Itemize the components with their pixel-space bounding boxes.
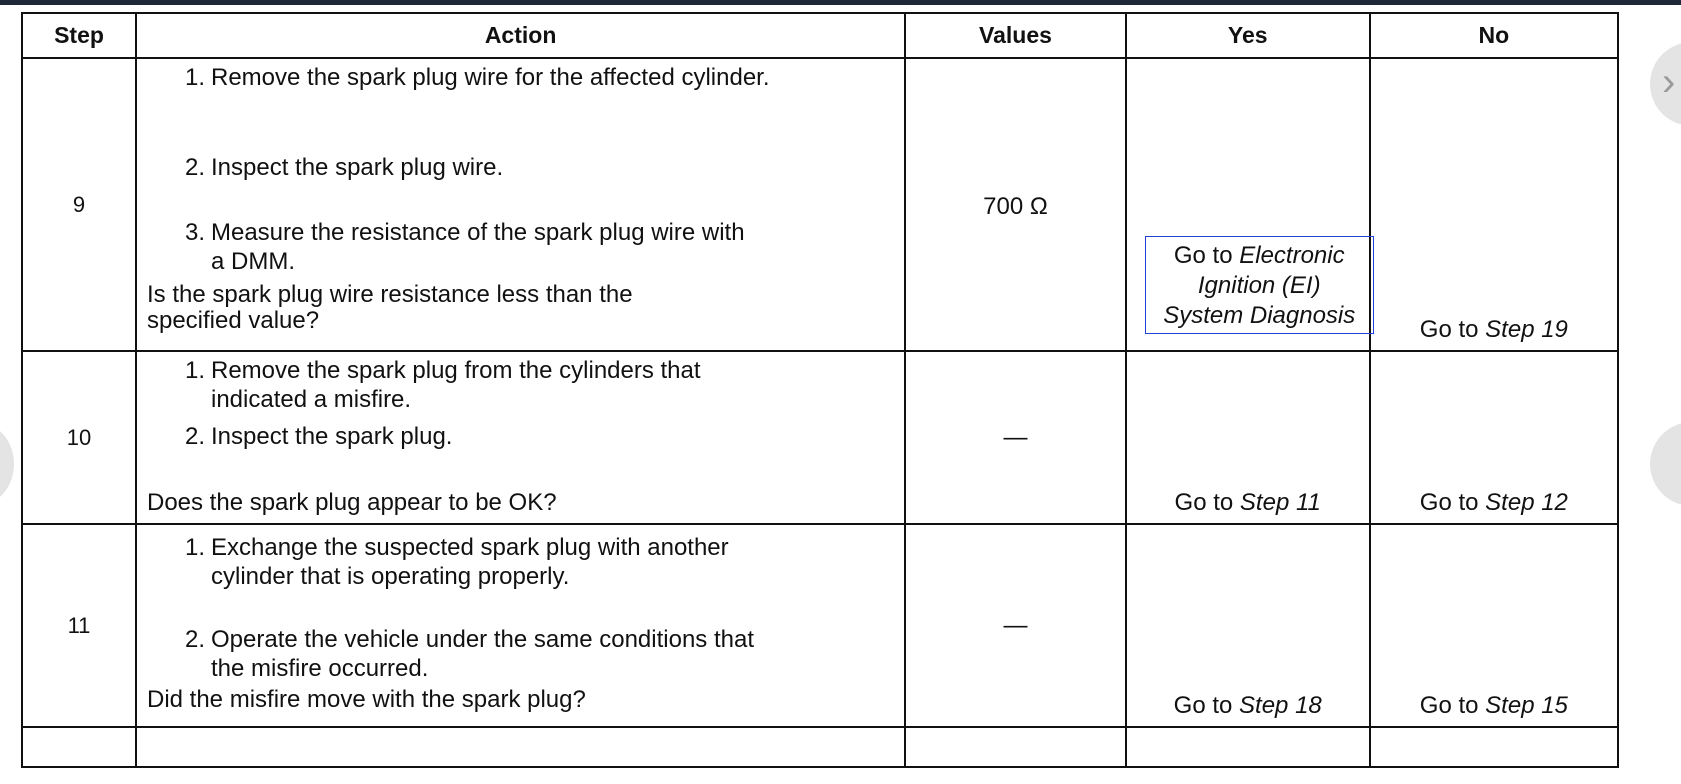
yes-goto[interactable] (1127, 489, 1369, 523)
yes-cell (1126, 351, 1370, 524)
no-cell (1370, 524, 1618, 727)
side-nav-circle-right[interactable] (1650, 422, 1681, 506)
goto-prefix: Go to (1419, 489, 1479, 516)
action-cell (136, 727, 905, 767)
yes-cell (1126, 58, 1370, 351)
step-number: 10 (22, 351, 136, 524)
next-page-button[interactable] (1650, 42, 1681, 126)
action-text: the misfire occurred. (210, 655, 429, 682)
action-cell (136, 58, 905, 351)
action-text: Operate the vehicle under the same conditions that (210, 626, 754, 653)
action-list (137, 533, 904, 683)
action-list (137, 63, 904, 276)
goto-target: Step 11 (1239, 489, 1321, 516)
diagnostic-table-container (21, 12, 1619, 784)
goto-target: Step 15 (1485, 692, 1568, 719)
action-item (137, 625, 904, 683)
yes-cell (1126, 524, 1370, 727)
question-line: Is the spark plug wire resistance less than the (146, 281, 633, 308)
yes-target: System Diagnosis (1163, 302, 1356, 329)
action-cell (136, 351, 905, 524)
action-item (137, 356, 904, 414)
top-strip (0, 0, 1681, 5)
action-number: 1. (184, 357, 205, 384)
goto-target: Step 12 (1485, 489, 1568, 516)
value-cell: — (905, 524, 1126, 727)
value-cell: — (905, 351, 1126, 524)
question-text (137, 687, 904, 713)
goto-target: Step 18 (1239, 692, 1322, 719)
action-number: 2. (184, 423, 205, 450)
action-text: Measure the resistance of the spark plug wire with (210, 219, 745, 246)
goto-target: Step 19 (1485, 316, 1568, 343)
no-goto[interactable] (1371, 692, 1617, 726)
diagnostic-table (21, 12, 1619, 768)
yes-target: Ignition (EI) (1197, 272, 1321, 299)
action-text: a DMM. (210, 248, 295, 275)
action-text: Inspect the spark plug. (210, 423, 453, 450)
question-line: specified value? (146, 307, 320, 334)
action-text: Remove the spark plug from the cylinders that (210, 357, 701, 384)
side-nav-circle-left[interactable] (0, 422, 14, 506)
header-yes: Yes (1126, 13, 1370, 58)
goto-prefix: Go to (1419, 316, 1479, 343)
table-row-partial (22, 727, 1618, 767)
action-text: Exchange the suspected spark plug with another (210, 534, 729, 561)
action-number: 2. (184, 626, 205, 653)
action-number: 1. (184, 534, 205, 561)
table-row-step-11 (22, 524, 1618, 727)
no-cell (1370, 727, 1618, 767)
table-row-step-9 (22, 58, 1618, 351)
yes-cell (1126, 727, 1370, 767)
value-text: 700 Ω (983, 193, 1048, 220)
value-cell (905, 727, 1126, 767)
action-item (137, 153, 904, 182)
header-step: Step (22, 13, 136, 58)
action-item (137, 63, 904, 92)
no-goto[interactable] (1371, 316, 1617, 350)
header-no: No (1370, 13, 1618, 58)
no-cell (1370, 58, 1618, 351)
action-item (137, 422, 904, 451)
action-cell (136, 524, 905, 727)
yes-prefix: Go to (1173, 242, 1233, 269)
goto-prefix: Go to (1173, 692, 1233, 719)
goto-prefix: Go to (1174, 489, 1234, 516)
header-values: Values (905, 13, 1126, 58)
step-number: 11 (22, 524, 136, 727)
question-line: Does the spark plug appear to be OK? (146, 489, 557, 516)
action-number: 3. (184, 219, 205, 246)
step-number (22, 727, 136, 767)
action-text: Inspect the spark plug wire. (210, 154, 504, 181)
action-list (137, 356, 904, 451)
no-goto[interactable] (1371, 489, 1617, 523)
action-text: indicated a misfire. (210, 386, 412, 413)
goto-prefix: Go to (1419, 692, 1479, 719)
table-row-step-10 (22, 351, 1618, 524)
action-text: Remove the spark plug wire for the affected cylinder. (210, 64, 770, 91)
question-line: Did the misfire move with the spark plug? (146, 686, 586, 713)
action-text: cylinder that is operating properly. (210, 563, 570, 590)
yes-link-box[interactable] (1145, 236, 1374, 334)
yes-goto[interactable] (1127, 692, 1369, 726)
yes-target: Electronic (1239, 242, 1345, 269)
header-row (22, 13, 1618, 58)
action-number: 2. (184, 154, 205, 181)
header-action: Action (136, 13, 905, 58)
action-item (137, 218, 904, 276)
question-text (137, 282, 904, 334)
question-text (137, 490, 904, 516)
no-cell (1370, 351, 1618, 524)
chevron-right-icon: › (1662, 60, 1676, 104)
step-number: 9 (22, 58, 136, 351)
value-cell (905, 58, 1126, 351)
action-number: 1. (184, 64, 205, 91)
action-item (137, 533, 904, 591)
